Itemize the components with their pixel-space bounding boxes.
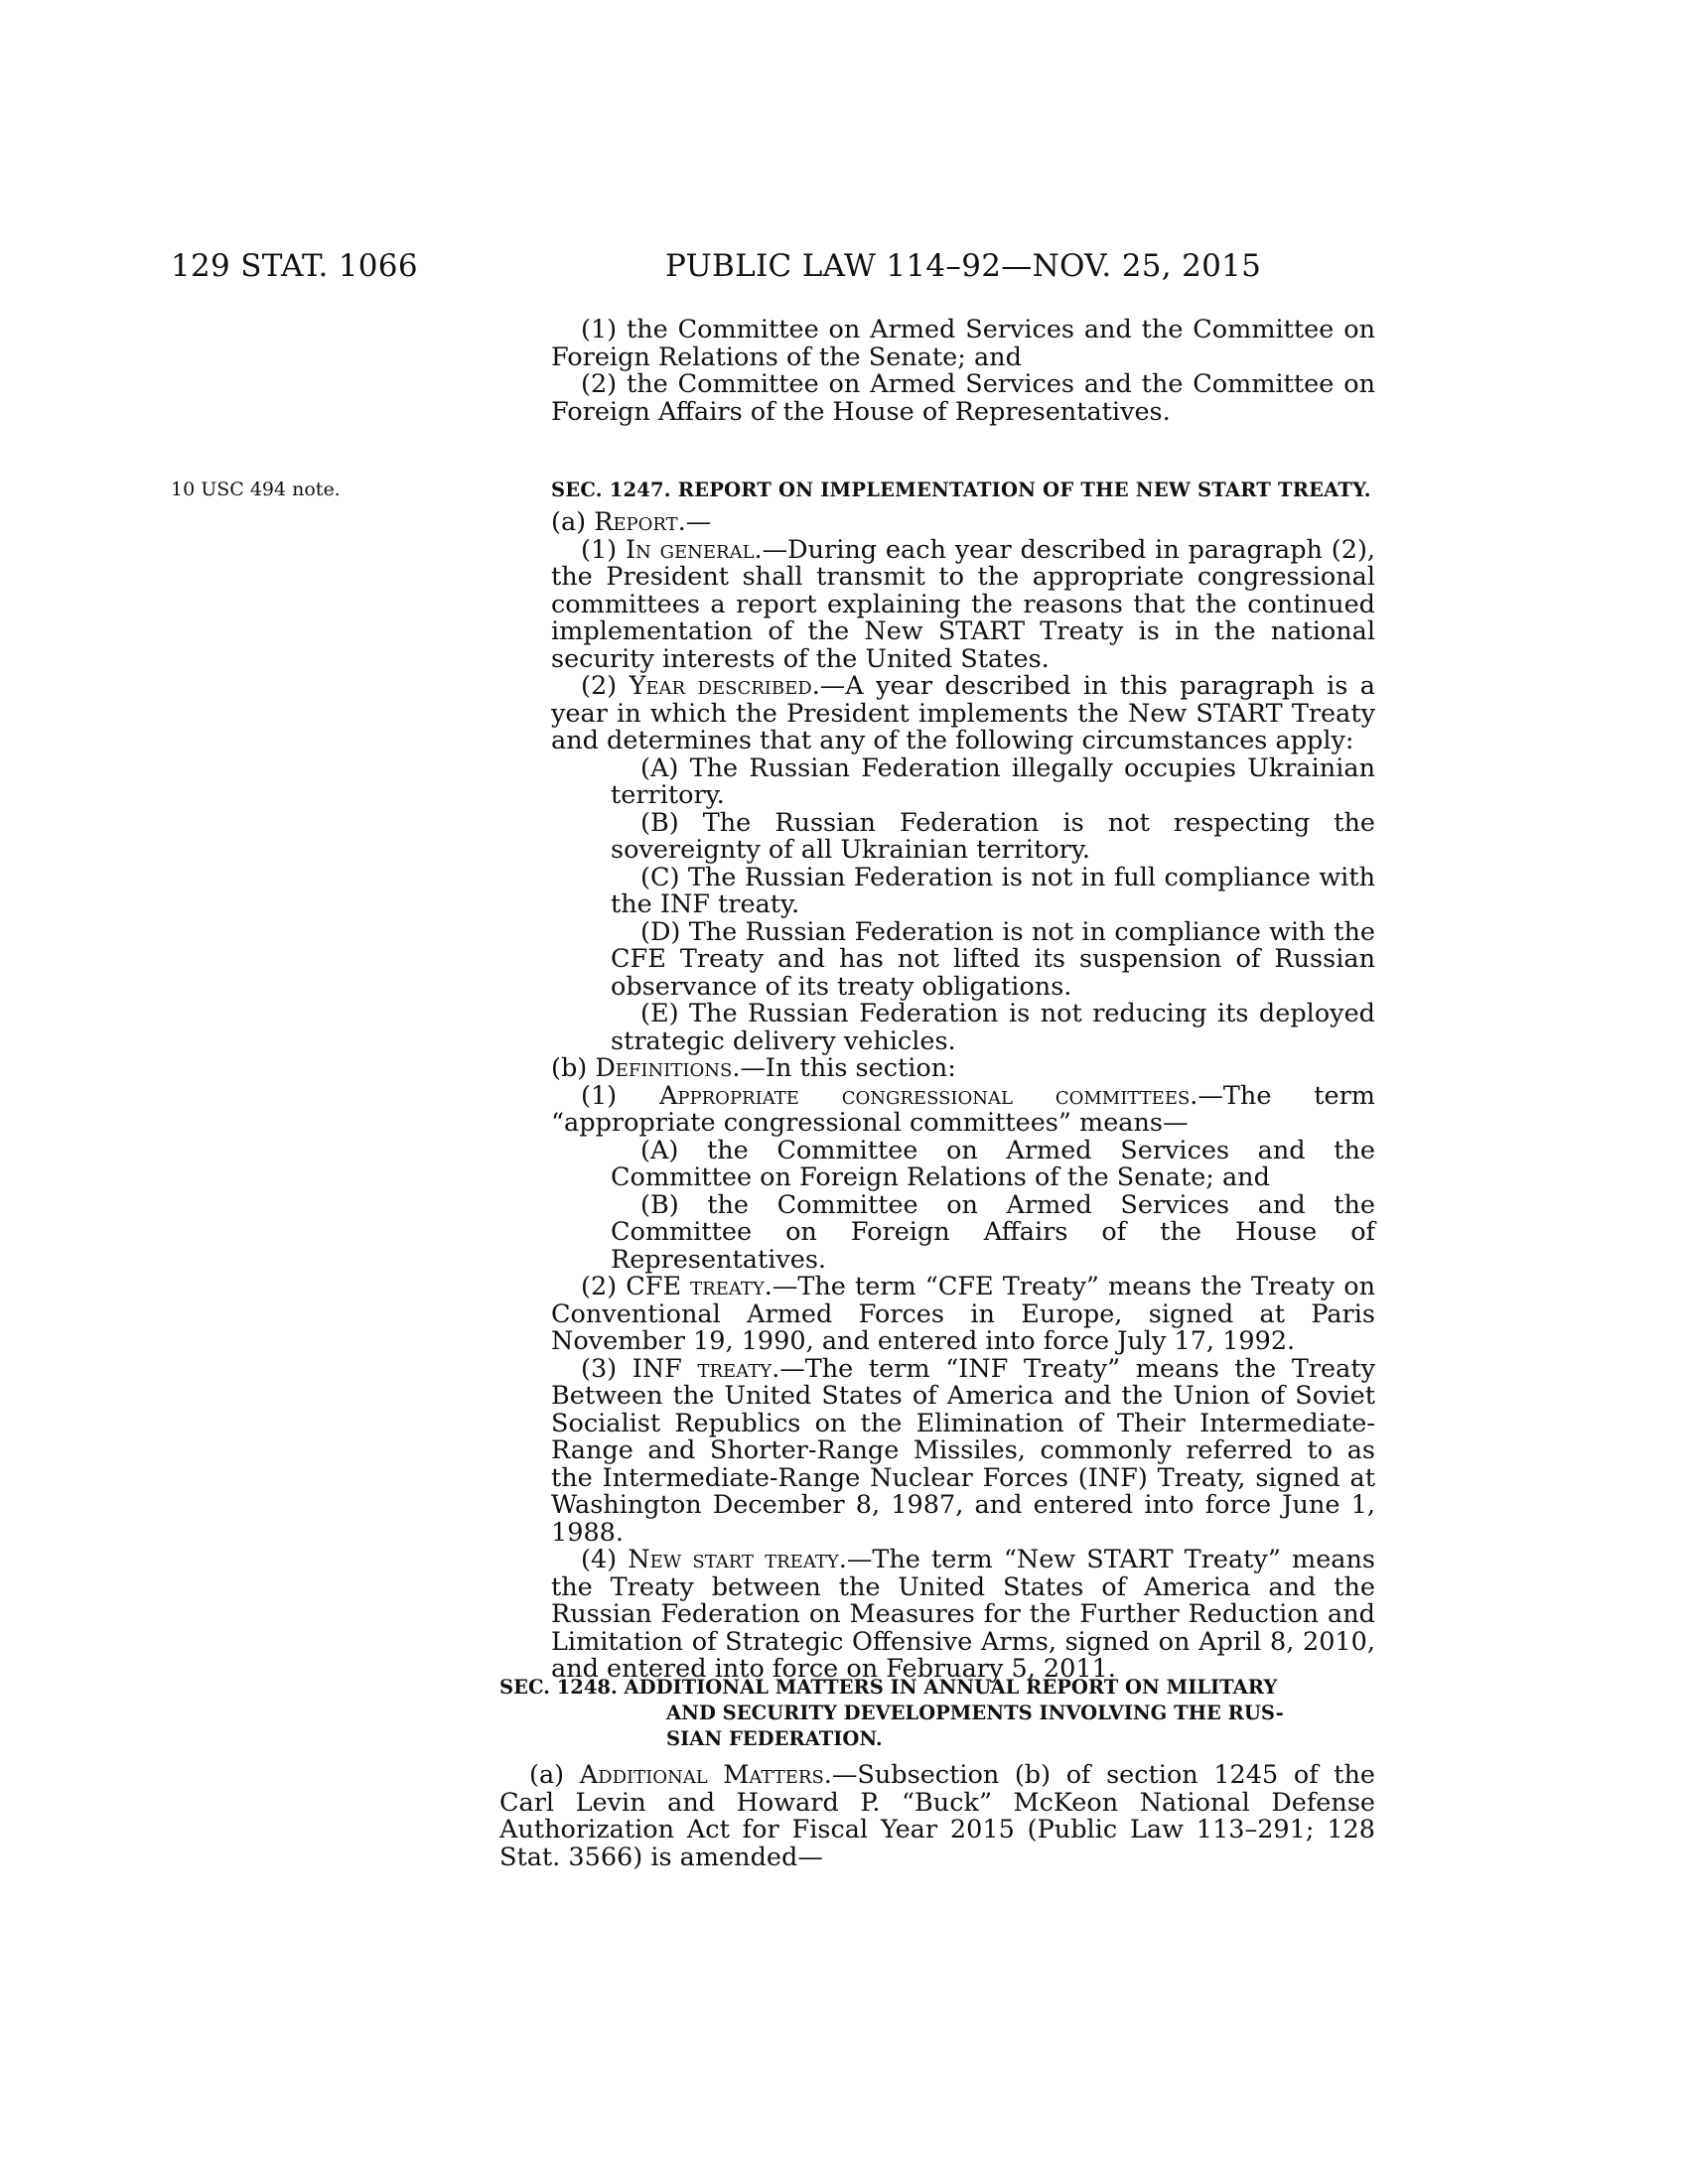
definition-b1-num: (1)	[581, 1080, 659, 1111]
subsection-a-heading	[551, 509, 1375, 537]
definition-b3-num: (3)	[581, 1353, 633, 1384]
paragraph-a2-title: Year described	[629, 671, 812, 701]
section-1247-heading: SEC. 1247. REPORT ON IMPLEMENTATION OF THE NEW START TREATY.	[551, 478, 1371, 501]
section-1248-a-text: .—Subsection (b) of section 1245 of the Carl Levin and Howard P. “Buck” McKeon National Defense Authorization Act for Fiscal Year 2015 (Public Law 113–291; 128 Stat. 3566) is amended—	[499, 1760, 1375, 1872]
paragraph-a1-title: In general	[625, 534, 755, 565]
definition-b3-text: .—The term “INF Treaty” means the Treaty Between the United States of America and the Union of Soviet Socialist Republics on the Elimination of Their Intermediate-Range and Shorter-Range Missiles, commonly referred to as the Intermediate-Range Nuclear Forces (INF) Treaty, signed at Washington December 8, 1987, and entered into force June 1, 1988.	[551, 1353, 1375, 1548]
definition-b1-text: .—The term “appropriate congressional committees” means—	[551, 1080, 1375, 1138]
circumstance-item: (E) The Russian Federation is not reducing its deployed strategic delivery vehicles.	[611, 999, 1375, 1056]
section-1248-a-label: (a)	[529, 1760, 580, 1790]
margin-note: 10 USC 494 note.	[171, 478, 341, 500]
paragraph-a1-text: .—During each year described in paragraph (2), the President shall transmit to the appropriate congressional committees a report explaining the reasons that the continued implementation of the New START Treaty is in the national security interests of the United States.	[551, 534, 1376, 674]
definition-b3	[551, 1353, 1375, 1548]
subsection-b-title: Definitions	[595, 1053, 733, 1083]
circumstance-item: (D) The Russian Federation is not in compliance with the CFE Treaty and has not lifted its suspension of Russian observance of its treaty obligations.	[611, 916, 1375, 1002]
committee-item: (A) the Committee on Armed Services and the Committee on Foreign Relations of the Senate; and	[611, 1135, 1375, 1192]
section-1248-a-title: Additional Matters	[579, 1760, 824, 1790]
section-1248-heading	[499, 1675, 1375, 1752]
page-header-title: PUBLIC LAW 114–92—NOV. 25, 2015	[665, 248, 1262, 284]
definition-b2-title: CFE treaty	[626, 1272, 765, 1301]
paragraph-a1-num: (1)	[581, 534, 626, 565]
section-1248-body	[499, 1762, 1375, 1871]
section-1248-heading-line-2: AND SECURITY DEVELOPMENTS INVOLVING THE RUS-	[666, 1702, 1284, 1724]
paragraph-a2	[551, 673, 1375, 755]
intro-item-2: (2) the Committee on Armed Services and the Committee on Foreign Affairs of the House of Representatives.	[551, 369, 1375, 427]
definition-b1-title: Appropriate congressional committees	[658, 1080, 1191, 1111]
circumstance-item: (B) The Russian Federation is not respecting the sovereignty of all Ukrainian territory.	[611, 807, 1375, 865]
subsection-b-label: (b)	[551, 1053, 596, 1083]
stat-reference: 129 STAT. 1066	[171, 248, 418, 284]
subsection-b-text: .—In this section:	[732, 1053, 956, 1083]
paragraph-a1	[551, 534, 1376, 674]
definition-b2-text: .—The term “CFE Treaty” means the Treaty on Conventional Armed Forces in Europe, signed at Paris November 19, 1990, and entered into force July 17, 1992.	[551, 1272, 1376, 1356]
definition-b4-text: .—The term “New START Treaty” means the Treaty between the United States of America and the Russian Federation on Measures for the Further Reduction and Limitation of Strategic Offensive Arms, signed on April 8, 2010, and entered into force on February 5, 2011.	[551, 1545, 1375, 1684]
circumstance-item: (A) The Russian Federation illegally occupies Ukrainian territory.	[611, 752, 1375, 810]
subsection-a-dash: .—	[677, 507, 712, 537]
section-1248-heading-line-1: SEC. 1248. ADDITIONAL MATTERS IN ANNUAL REPORT ON MILITARY	[499, 1676, 1278, 1699]
intro-item-1: (1) the Committee on Armed Services and the Committee on Foreign Relations of the Senate; and	[551, 315, 1375, 372]
subsection-b-heading	[551, 1055, 1375, 1083]
section-1248-subsection-a	[499, 1762, 1375, 1871]
definition-b4-title: New start treaty	[628, 1545, 839, 1574]
committees-list	[551, 1135, 1375, 1275]
definition-b2	[551, 1274, 1375, 1356]
paragraph-a2-num: (2)	[581, 671, 630, 701]
paragraph-a2-text: .—A year described in this paragraph is a year in which the President implements the New START Treaty and determines that any of the following circumstances apply:	[551, 671, 1375, 755]
definition-b3-title: INF treaty	[632, 1353, 773, 1384]
subsection-a-title: Report	[594, 507, 678, 537]
circumstance-item: (C) The Russian Federation is not in full compliance with the INF treaty.	[611, 862, 1375, 919]
definition-b1	[551, 1080, 1375, 1138]
definition-b4-num: (4)	[581, 1545, 629, 1574]
committee-item: (B) the Committee on Armed Services and the Committee on Foreign Affairs of the House of Representatives.	[611, 1189, 1375, 1275]
intro-list	[551, 317, 1375, 426]
circumstances-list	[551, 752, 1375, 1056]
subsection-a-label: (a)	[551, 507, 595, 537]
section-1248-heading-line-3: SIAN FEDERATION.	[666, 1727, 883, 1750]
definition-b4	[551, 1547, 1375, 1684]
definition-b2-num: (2)	[581, 1272, 627, 1301]
section-1247-body	[551, 509, 1375, 1684]
